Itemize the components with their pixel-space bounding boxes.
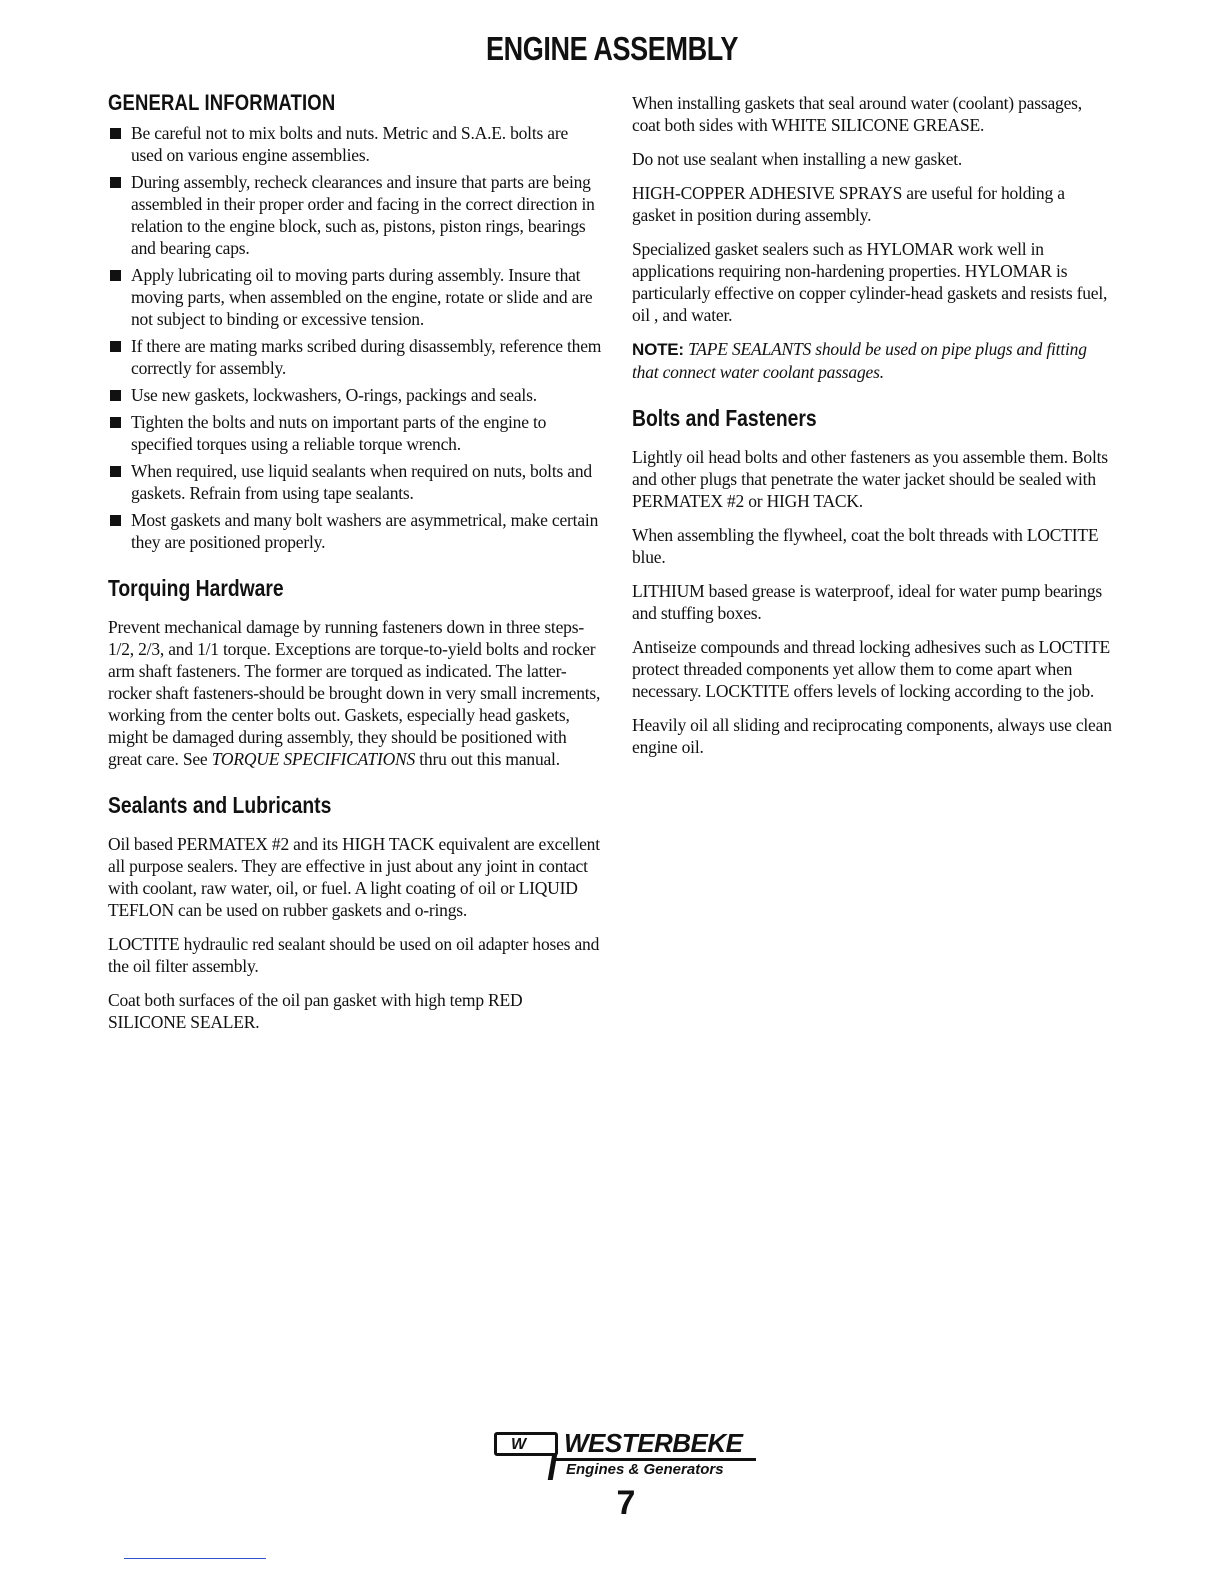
bolts-and-fasteners-section [632, 405, 1112, 758]
gasket-paragraph: Do not use sealant when installing a new gasket. [632, 149, 963, 169]
list-item [108, 171, 602, 259]
gasket-paragraph: When installing gaskets that seal around water (coolant) passages, coat both sides with WHITE SILICONE GREASE. [632, 93, 1082, 135]
list-item-text: Tighten the bolts and nuts on important parts of the engine to specified torques using a reliable torque wrench. [131, 412, 547, 454]
torque-specifications-reference: TORQUE SPECIFICATIONS [211, 749, 416, 769]
list-item [108, 335, 602, 379]
note-text: TAPE SEALANTS should be used on pipe plugs and fitting that connect water coolant passages. [632, 339, 1087, 382]
bullet-square-icon [110, 128, 121, 139]
bullet-square-icon [110, 417, 121, 428]
right-column [632, 92, 1112, 780]
torquing-text-before: Prevent mechanical damage by running fasteners down in three steps-1/2, 2/3, and 1/1 torque. Exceptions are torque-to-yield bolts and rocker arm shaft fasteners. The former are torqued as indicated. The latter-rocker shaft fasteners-should be brought down in very small increments, working from the center bolts out. Gaskets, especially head gaskets, might be damaged during assembly, they should be positioned with great care. See [108, 617, 601, 769]
sealants-paragraph: Oil based PERMATEX #2 and its HIGH TACK equivalent are excellent all purpose sealers. They are effective in just about any joint in contact with coolant, raw water, oil, or fuel. A light coating of oil or LIQUID TEFLON can be used on rubber gaskets and o-rings. [108, 834, 600, 920]
torquing-hardware-section [108, 575, 602, 770]
list-item [108, 384, 602, 406]
torquing-hardware-heading: Torquing Hardware [108, 575, 284, 601]
bullet-square-icon [110, 177, 121, 188]
gasket-paragraph: HIGH-COPPER ADHESIVE SPRAYS are useful for holding a gasket in position during assembly. [632, 183, 1065, 225]
list-item-text: When required, use liquid sealants when required on nuts, bolts and gaskets. Refrain from using tape sealants. [131, 461, 592, 503]
note-paragraph [632, 338, 1112, 383]
list-item [108, 460, 602, 504]
bolts-and-fasteners-heading: Bolts and Fasteners [632, 405, 817, 431]
bolts-paragraph: When assembling the flywheel, coat the bolt threads with LOCTITE blue. [632, 525, 1099, 567]
general-information-section [108, 90, 602, 553]
left-column [108, 90, 602, 1055]
bullet-square-icon [110, 341, 121, 352]
sealants-paragraph: LOCTITE hydraulic red sealant should be used on oil adapter hoses and the oil filter assembly. [108, 934, 600, 976]
torquing-hardware-paragraph [108, 616, 602, 770]
sealants-and-lubricants-heading: Sealants and Lubricants [108, 792, 332, 818]
list-item-text: Most gaskets and many bolt washers are asymmetrical, make certain they are positioned properly. [131, 510, 599, 552]
footer-rule [124, 1558, 266, 1559]
logo-mark [494, 1432, 558, 1456]
list-item [108, 264, 602, 330]
list-item [108, 122, 602, 166]
page-title: ENGINE ASSEMBLY [486, 30, 738, 67]
sealants-and-lubricants-section [108, 792, 602, 1033]
list-item [108, 509, 602, 553]
torquing-text-after: thru out this manual. [419, 749, 560, 769]
list-item [108, 411, 602, 455]
bolts-paragraph: Heavily oil all sliding and reciprocating components, always use clean engine oil. [632, 715, 1112, 757]
logo-brand-name: WESTERBEKE [564, 1428, 743, 1458]
bullet-square-icon [110, 466, 121, 477]
westerbeke-logo [494, 1428, 764, 1488]
bullet-square-icon [110, 270, 121, 281]
logo-tagline: Engines & Generators [566, 1461, 724, 1478]
gasket-notes-section [632, 92, 1112, 383]
list-item-text: During assembly, recheck clearances and insure that parts are being assembled in their proper order and facing in the correct direction in relation to the engine block, such as, pistons, piston rings, bearings and bearing caps. [131, 172, 595, 258]
page-number: 7 [616, 1484, 636, 1522]
list-item-text: If there are mating marks scribed during disassembly, reference them correctly for assembly. [131, 336, 602, 378]
logo-mark-letter: W [511, 1436, 527, 1453]
gasket-paragraph: Specialized gasket sealers such as HYLOMAR work well in applications requiring non-hardening properties. HYLOMAR is particularly effective on copper cylinder-head gaskets and resists fuel, oil , and water. [632, 239, 1108, 325]
general-information-heading: GENERAL INFORMATION [108, 90, 336, 115]
list-item-text: Apply lubricating oil to moving parts during assembly. Insure that moving parts, when assembled on the engine, rotate or slide and are not subject to binding or excessive tension. [131, 265, 593, 329]
bullet-square-icon [110, 390, 121, 401]
general-information-list [108, 122, 602, 553]
bolts-paragraph: Antiseize compounds and thread locking adhesives such as LOCTITE protect threaded components yet allow them to come apart when necessary. LOCKTITE offers levels of locking according to the job. [632, 637, 1111, 701]
list-item-text: Use new gaskets, lockwashers, O-rings, packings and seals. [131, 385, 537, 405]
bullet-square-icon [110, 515, 121, 526]
bolts-paragraph: LITHIUM based grease is waterproof, ideal for water pump bearings and stuffing boxes. [632, 581, 1103, 623]
sealants-paragraph: Coat both surfaces of the oil pan gasket with high temp RED SILICONE SEALER. [108, 990, 523, 1032]
bolts-paragraph: Lightly oil head bolts and other fasteners as you assemble them. Bolts and other plugs that penetrate the water jacket should be sealed with PERMATEX #2 or HIGH TACK. [632, 447, 1108, 511]
note-label: NOTE: [632, 340, 684, 359]
list-item-text: Be careful not to mix bolts and nuts. Metric and S.A.E. bolts are used on various engine assemblies. [131, 123, 569, 165]
